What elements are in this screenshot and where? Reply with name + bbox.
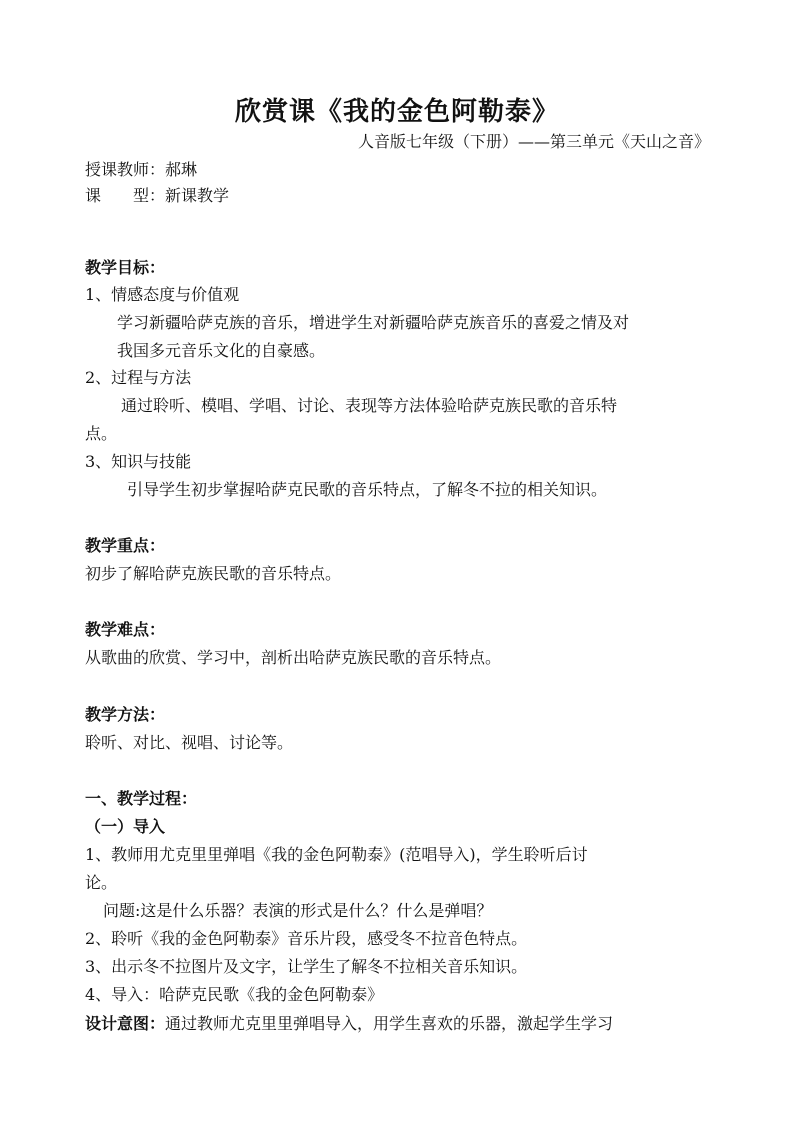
document-subtitle: 人音版七年级（下册）——第三单元《天山之音》 (357, 132, 710, 151)
process-step-1-line2: 论。 (85, 873, 118, 892)
difficulty-heading: 教学难点： (85, 620, 166, 639)
methods-heading: 教学方法： (85, 705, 166, 724)
process-heading: 一、教学过程： (85, 789, 198, 808)
objective-1-title: 1、情感态度与价值观 (85, 285, 240, 304)
teacher-line: 授课教师：郝琳 (85, 160, 198, 179)
process-step-4: 4、导入：哈萨克民歌《我的金色阿勒泰》 (85, 985, 384, 1004)
objective-3-title: 3、知识与技能 (85, 452, 192, 471)
design-intent-line (85, 1014, 613, 1034)
objective-2-text-line1: 通过聆听、模唱、学唱、讨论、表现等方法体验哈萨克族民歌的音乐特 (121, 396, 618, 415)
process-subheading: （一）导入 (85, 817, 166, 836)
course-type-line: 课 型：新课教学 (85, 186, 230, 205)
process-step-1-line1: 1、教师用尤克里里弹唱《我的金色阿勒泰》(范唱导入)，学生聆听后讨 (85, 845, 588, 864)
process-question: 问题:这是什么乐器？表演的形式是什么？什么是弹唱？ (103, 901, 493, 920)
objective-3-text-line1: 引导学生初步掌握哈萨克民歌的音乐特点，了解冬不拉的相关知识。 (127, 480, 608, 499)
objective-1-text-line1: 学习新疆哈萨克族的音乐，增进学生对新疆哈萨克族音乐的喜爱之情及对 (117, 313, 630, 332)
difficulty-text: 从歌曲的欣赏、学习中，剖析出哈萨克族民歌的音乐特点。 (85, 648, 502, 667)
objective-2-text-line2: 点。 (85, 424, 118, 443)
process-step-3: 3、出示冬不拉图片及文字，让学生了解冬不拉相关音乐知识。 (85, 957, 528, 976)
design-intent-text: 通过教师尤克里里弹唱导入，用学生喜欢的乐器，激起学生学习 (165, 1014, 614, 1033)
methods-text: 聆听、对比、视唱、讨论等。 (85, 733, 294, 752)
key-point-heading: 教学重点： (85, 536, 166, 555)
design-intent-label: 设计意图： (85, 1014, 166, 1033)
key-point-text: 初步了解哈萨克族民歌的音乐特点。 (85, 564, 342, 583)
process-step-2: 2、聆听《我的金色阿勒泰》音乐片段，感受冬不拉音色特点。 (85, 929, 528, 948)
objective-2-title: 2、过程与方法 (85, 368, 192, 387)
objective-1-text-line2: 我国多元音乐文化的自豪感。 (117, 341, 326, 360)
objectives-heading: 教学目标： (85, 258, 166, 277)
document-title: 欣赏课《我的金色阿勒泰》 (234, 97, 559, 127)
